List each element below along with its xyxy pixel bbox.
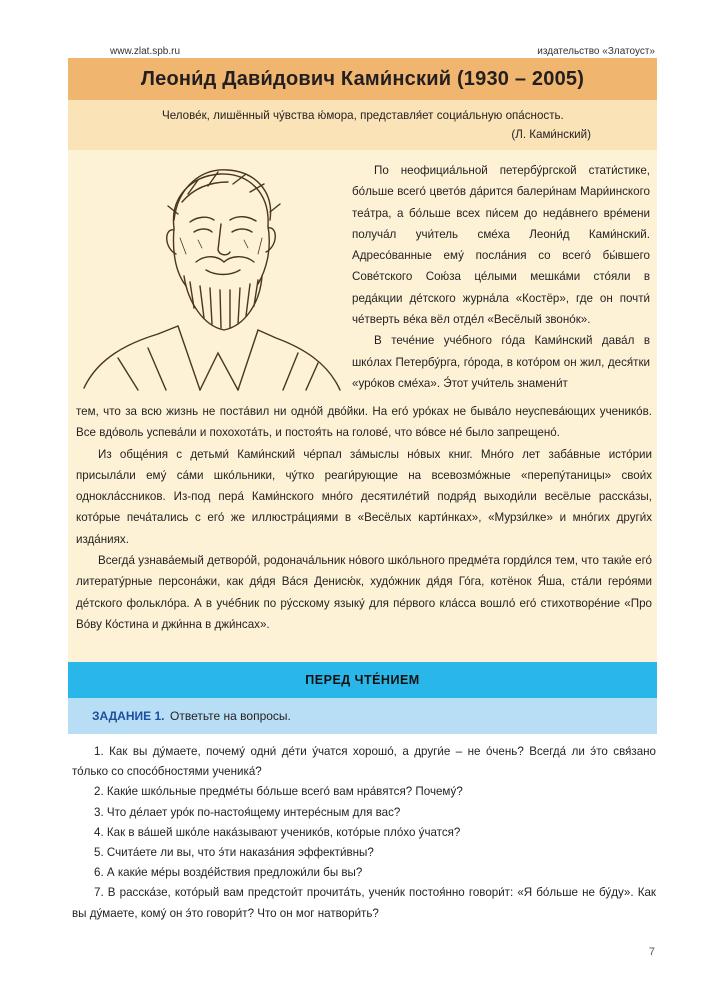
question-item: 6. А каки́е ме́ры возде́йствия предложи́ли бы вы?: [94, 866, 363, 880]
biography-section: [68, 150, 657, 662]
site-url: www.zlat.spb.ru: [110, 46, 181, 57]
task-label: ЗАДАНИЕ 1.: [92, 709, 165, 723]
epigraph-author: (Л. Ками́нский): [511, 128, 591, 141]
section-heading-bar: [68, 662, 657, 698]
epigraph-quote: Челове́к, лишённый чу́вства ю́мора, представля́ет социа́льную опа́сность.: [162, 109, 564, 122]
bio-paragraph: тем, что за всю жизнь не поста́вил ни одно́й дво́йки. На его́ уро́ках не быва́ло неуспева́ющих ученико́в. Все вдо́воль успева́ли и похохота́ть, и постоя́ть на голове́, что во́все не́ было запрещено́.: [76, 405, 652, 440]
question-item: 3. Что де́лает уро́к по-настоя́щему интере́сным для вас?: [94, 805, 401, 819]
epigraph: [68, 100, 657, 150]
task-text: Ответьте на вопросы.: [170, 709, 291, 723]
question-item: 2. Каки́е шко́льные предме́ты бо́льше всего́ вам нра́вятся? Почему́?: [94, 785, 463, 799]
section-heading: ПЕРЕД ЧТЕ́НИЕМ: [305, 673, 420, 687]
title-bar: [68, 58, 657, 100]
bio-column-text: [352, 160, 650, 394]
bio-paragraph: В тече́ние уче́бного го́да Ками́нский дава́л в шко́лах Петербу́рга, го́рода, в кото́ром он жил, деся́тки «уро́ков сме́ха». Э́тот учи́тель знамени́т: [352, 334, 650, 390]
question-item: 5. Счита́ете ли вы, что э́ти наказа́ния эффекти́вны?: [94, 846, 374, 860]
question-list: [72, 742, 656, 924]
task-bar: [68, 698, 657, 734]
question-item: 7. В расска́зе, кото́рый вам предстои́т прочита́ть, учени́к постоя́нно говори́т: «Я бо́льше не бу́ду». Как вы ду́маете, кому́ он э́то говори́т? Что он мог натвори́ть?: [72, 886, 656, 920]
question-item: 4. Как в ва́шей шко́ле нака́зывают ученико́в, кото́рые пло́хо у́чатся?: [94, 825, 461, 839]
page-title: Леони́д Дави́дович Ками́нский (1930 – 2005): [140, 67, 585, 90]
bio-paragraph: Всегда́ узнава́емый детворо́й, родонача́льник но́вого шко́льного предме́та горди́лся тем, что таки́е его́ литерату́рные персона́жи, как дя́дя Ва́ся Денисю́к, худо́жник дя́дя Го́га, котёнок Я́ша, ста́ли геро́ями де́тского фолькло́ра. А в уче́бник по ру́сскому языку́ для пе́рвого кла́сса вошло́ его́ стихотворе́ние «Про Во́ву Ко́стина и джи́нна в джи́нсах».: [76, 554, 652, 631]
question-item: 1. Как вы ду́маете, почему́ одни́ де́ти у́чатся хорошо́, а други́е – не о́чень? Всегда́ ли э́то свя́зано то́лько со спосо́бностями ученика́?: [72, 745, 656, 779]
page-number: 7: [648, 946, 655, 958]
bio-full-text: [76, 401, 652, 635]
bio-paragraph: Из обще́ния с детьми́ Ками́нский че́рпал за́мыслы но́вых книг. Мно́го лет заба́вные исто́рии присыла́ли ему́ са́ми шко́льники, чу́тко реаги́рующие на всевозмо́жные «перепу́таницы» свои́х однокла́ссников. Из-под пера́ Ками́нского мно́го десятиле́тий подря́д выходи́ли весёлые расска́зы, кото́рые печа́тались с его́ же иллюстра́циями в «Весёлых карти́нках», «Мурзи́лке» и мно́гих други́х изда́ниях.: [76, 447, 652, 546]
bio-paragraph: По неофициа́льной петербу́ргской стати́стике, бо́льше всего́ цвето́в да́рится балери́нам Мари́инского теа́тра, а бо́льше всех пи́сем до неда́внего вре́мени получа́л учи́тель смéха Леони́д Ками́нский. Адресо́ванные ему́ посла́ния со всего́ бы́вшего Сове́тского Сою́за це́лыми мешка́ми сто́яли в реда́кции де́тского журна́ла «Костёр», где он почти́ че́тверть ве́ка вёл отде́л «Весёлый звоно́к».: [352, 164, 650, 327]
portrait-engraving-icon: [78, 158, 344, 392]
publisher-name: издательство «Златоуст»: [537, 46, 655, 57]
